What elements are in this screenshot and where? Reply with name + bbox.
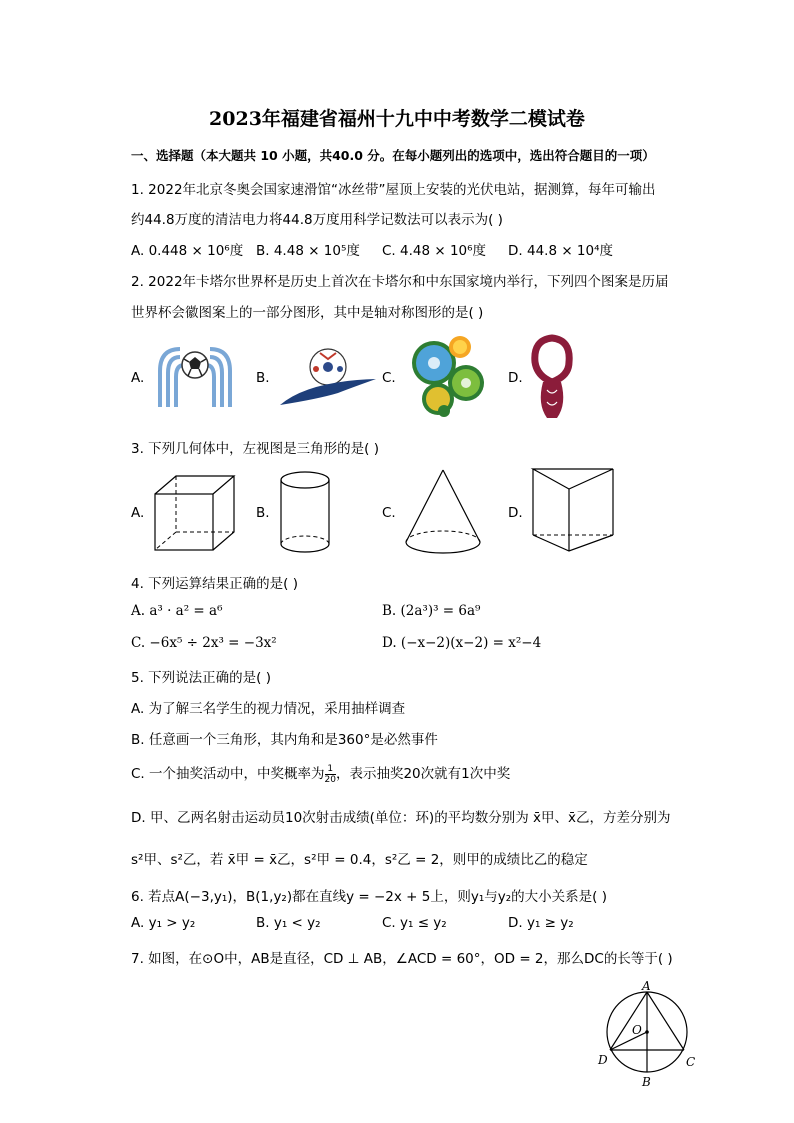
- q5-stem: 5. 下列说法正确的是( ): [131, 670, 271, 686]
- section-heading: 一、选择题（本大题共 10 小题，共40.0 分。在每小题列出的选项中，选出符合题目的一项）: [131, 148, 655, 163]
- label-o: O: [632, 1023, 642, 1037]
- q6-stem: 6. 若点A(−3,y₁)，B(1,y₂)都在直线y = −2x + 5上，则y₁与y₂的大小关系是( ): [131, 889, 607, 905]
- fraction-denominator: 20: [324, 774, 336, 785]
- fraction: [325, 764, 336, 785]
- q6-option-c: C. y₁ ≤ y₂: [382, 915, 447, 931]
- fraction-numerator: 1: [325, 764, 336, 775]
- q2-stem-line1: 2. 2022年卡塔尔世界杯是历史上首次在卡塔尔和中东国家境内举行，下列四个图案是历届: [131, 274, 669, 290]
- cylinder-figure: [278, 470, 332, 554]
- q2-stem-line2: 世界杯会徽图案上的一部分图形，其中是轴对称图形的是( ): [131, 305, 484, 321]
- q3-label-d: D.: [508, 505, 523, 521]
- q5-option-d-line2: s²甲、s²乙，若 x̄甲 = x̄乙，s²甲 = 0.4，s²乙 = 2，则甲的成绩比乙的稳定: [131, 852, 588, 868]
- page-title: 2023年福建省福州十九中中考数学二模试卷: [209, 108, 585, 130]
- q1-option-c: C. 4.48 × 10⁶度: [382, 243, 487, 259]
- prism-figure: [531, 467, 615, 553]
- label-c: C: [686, 1055, 696, 1069]
- q1-option-b: B. 4.48 × 10⁵度: [256, 243, 360, 259]
- emblem-c-image: [404, 333, 498, 419]
- q2-label-d: D.: [508, 370, 523, 386]
- q6-option-b: B. y₁ < y₂: [256, 915, 321, 931]
- q5-option-c: [131, 762, 510, 785]
- emblem-d-image: [527, 330, 577, 422]
- q4-option-a: A. a³ · a² = a⁶: [131, 603, 223, 619]
- q1-option-d: D. 44.8 × 10⁴度: [508, 243, 614, 259]
- q6-option-d: D. y₁ ≥ y₂: [508, 915, 574, 931]
- q1-stem-line2: 约44.8万度的清洁电力将44.8万度用科学记数法可以表示为( ): [131, 212, 503, 228]
- q6-option-a: A. y₁ > y₂: [131, 915, 196, 931]
- q5-option-b: B. 任意画一个三角形，其内角和是360°是必然事件: [131, 732, 438, 748]
- q7-stem: 7. 如图，在⊙O中，AB是直径，CD ⊥ AB，∠ACD = 60°，OD = 2，那么DC的长等于( ): [131, 951, 673, 967]
- emblem-a-image: [150, 343, 240, 409]
- q3-stem: 3. 下列几何体中，左视图是三角形的是( ): [131, 441, 379, 457]
- q1-stem-line1: 1. 2022年北京冬奥会国家速滑馆“冰丝带”屋顶上安装的光伏电站，据测算，每年可输出: [131, 182, 656, 198]
- label-a: A: [642, 979, 651, 993]
- label-b: B: [642, 1075, 651, 1089]
- q1-option-a: A. 0.448 × 10⁶度: [131, 243, 244, 259]
- q5-option-a: A. 为了解三名学生的视力情况，采用抽样调查: [131, 701, 406, 717]
- q5-option-c-tail: ，表示抽奖20次就有1次中奖: [335, 766, 511, 782]
- cone-figure: [404, 468, 482, 556]
- q2-label-a: A.: [131, 370, 145, 386]
- q5-option-d-line1: D. 甲、乙两名射击运动员10次射击成绩(单位：环)的平均数分别为 x̄甲、x̄乙，方差分别为: [131, 810, 671, 826]
- label-d: D: [598, 1053, 608, 1067]
- q2-label-b: B.: [256, 370, 270, 386]
- q4-option-d: D. (−x−2)(x−2) = x²−4: [382, 635, 542, 651]
- q3-label-c: C.: [382, 505, 396, 521]
- q3-label-a: A.: [131, 505, 145, 521]
- q4-stem: 4. 下列运算结果正确的是( ): [131, 576, 298, 592]
- cube-figure: [154, 474, 236, 552]
- q2-label-c: C.: [382, 370, 396, 386]
- circle-geometry-figure: [598, 978, 698, 1088]
- q5-option-c-text: C. 一个抽奖活动中，中奖概率为: [131, 766, 325, 782]
- q3-label-b: B.: [256, 505, 270, 521]
- q4-option-c: C. −6x⁵ ÷ 2x³ = −3x²: [131, 635, 277, 651]
- q4-option-b: B. (2a³)³ = 6a⁹: [382, 603, 481, 619]
- emblem-b-image: [278, 343, 378, 409]
